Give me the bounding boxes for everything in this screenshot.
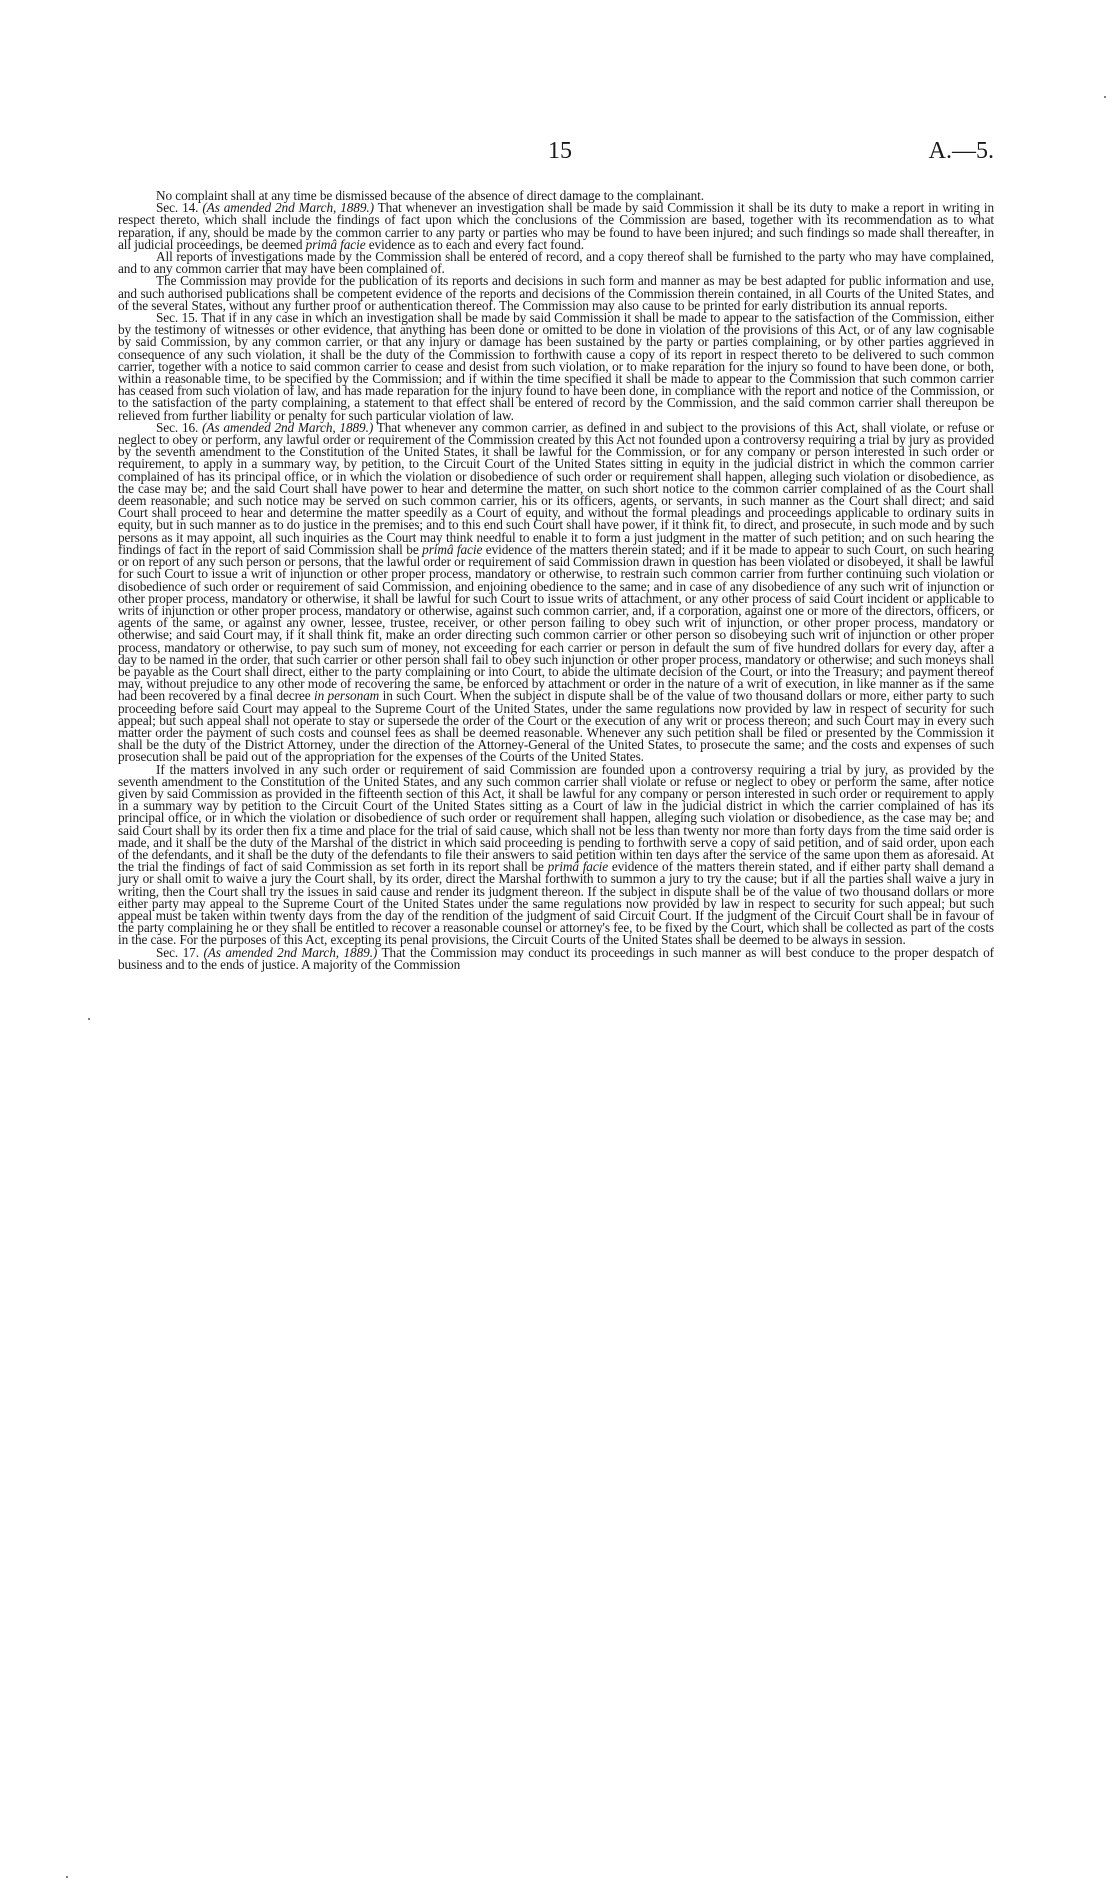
paragraph-sec-17: Sec. 17. (As amended 2nd March, 1889.) That the Commission may conduct its proceedings in such manner as will best conduce to the proper despatch of business and to the ends of justice. A majority of the Commission	[118, 944, 994, 972]
page-header	[0, 138, 1114, 168]
section-label: Sec. 16.	[156, 419, 199, 435]
paragraph-sec-15: Sec. 15. That if in any case in which an investigation shall be made by said Commission it shall be made to appear to the satisfaction of the Commission, either by the testimony of witnesses or other evidence, that anything has been done or omitted to be done in violation of the provisions of this Act, or of any law cognisable by said Commission, by any common carrier, or that any injury or damage has been sustained by the party or parties complaining, or by other parties aggrieved in consequence of any such violation, it shall be the duty of the Commission to forthwith cause a copy of its report in respect thereto to be delivered to such common carrier, together with a notice to said common carrier to cease and desist from such violation, or to make reparation for the injury so found to have been done, or both, within a reasonable time, to be specified by the Commission; and if within the time specified it shall be made to appear to the Commission that such common carrier has ceased from such violation of law, and has made reparation for the injury found to have been done, in compliance with the report and notice of the Commission, or to the satisfaction of the party complaining, a statement to that effect shall be entered of record by the Commission, and the said common carrier shall thereupon be relieved from further liability or penalty for such particular violation of law.	[118, 310, 994, 423]
latin-term: primâ facie	[422, 541, 483, 557]
paragraph-jury-trial: If the matters involved in any such order or requirement of said Commission are founded upon a controversy requiring a trial by jury, as provided by the seventh amendment to the Constitution of the United States, and any such common carrier shall violate or refuse or neglect to obey or perform the same, after notice given by said Commission as provided in the fifteenth section of this Act, it shall be lawful for any company or person interested in such order or requirement to apply in a summary way by petition to the Circuit Court of the United States sitting as a Court of law in the judicial district in which the carrier complained of has its principal office, or in which the violation or disobedience of such order or requirement shall happen, alleging such violation or disobedience, as the case may be; and said Court shall by its order then fix a time and place for the trial of said cause, which shall not be less than twenty nor more than forty days from the time said order is made, and it shall be the duty of the Marshal of the district in which said proceeding is pending to forthwith serve a copy of said petition, and of said order, upon each of the defendants, and it shall be the duty of the defendants to file their answers to said petition within ten days after the service of the same upon them as aforesaid. At the trial the findings of fact of said Commission as set forth in its report shall be primâ facie evidence of the matters therein stated, and if either party shall demand a jury or shall omit to waive a jury the Court shall, by its order, direct the Marshal forthwith to summon a jury to try the cause; but if all the parties shall waive a jury in writing, then the Court shall try the issues in said cause and render its judgment thereon. If the subject in dispute shall be of the value of two thousand dollars or more either party may appeal to the Supreme Court of the United States under the same regulations now provided by law in respect to security for such appeal; but such appeal must be taken within twenty days from the day of the rendition of the judgment of said Circuit Court. If the judgment of the Circuit Court shall be in favour of the party complaining he or they shall be entitled to recover a reasonable counsel or attorney's fee, to be fixed by the Court, which shall be collected as part of the costs in the case. For the purposes of this Act, excepting its penal provisions, the Circuit Courts of the United States shall be deemed to be always in session.	[118, 761, 994, 948]
paragraph-publication: The Commission may provide for the publication of its reports and decisions in such form and manner as may be best adapted for public information and use, and such authorised publications shall be competent evidence of the reports and decisions of the Commission therein contained, in all Courts of the United States, and of the several States, without any further proof or authentication thereof. The Commission may also cause to be printed for early distribution its annual reports.	[118, 273, 994, 313]
body-text	[118, 190, 994, 971]
latin-term: primâ facie	[305, 236, 366, 252]
page-number: 15	[548, 138, 572, 164]
scan-speck	[88, 1018, 90, 1020]
paragraph-sec-14: Sec. 14. (As amended 2nd March, 1889.) That whenever an investigation shall be made by said Commission it shall be its duty to make a report in writing in respect thereto, which shall include the findings of fact upon which the conclusions of the Commission are based, together with its recommendation as to what reparation, if any, should be made by the common carrier to any party or parties who may be found to have been injured; and such findings so made shall thereafter, in all judicial proceedings, be deemed primâ facie evidence as to each and every fact found.	[118, 200, 994, 252]
scan-speck	[66, 1876, 68, 1878]
section-label: Sec. 14.	[156, 200, 199, 216]
paragraph-sec-16: Sec. 16. (As amended 2nd March, 1889.) That whenever any common carrier, as defined in and subject to the provisions of this Act, shall violate, or refuse or neglect to obey or perform, any lawful order or requirement of the Commission created by this Act not founded upon a controversy requiring a trial by jury as provided by the seventh amendment to the Constitution of the United States, it shall be lawful for the Commission, or for any company or person interested in such order or requirement, to apply in a summary way, by petition, to the Circuit Court of the United States sitting in equity in the judicial district in which the common carrier complained of has its principal office, or in which the violation or disobedience of such order or requirement shall happen, alleging such violation or disobedience, as the case may be; and the said Court shall have power to hear and determine the matter, on such short notice to the common carrier complained of as the Court shall deem reasonable; and such notice may be served on such common carrier, his or its officers, agents, or servants, in such manner as the Court shall direct; and said Court shall proceed to hear and determine the matter speedily as a Court of equity, and without the formal pleadings and proceedings applicable to ordinary suits in equity, but in such manner as to do justice in the premises; and to this end such Court shall have power, if it think fit, to direct, and prosecute, in such mode and by such persons as it may appoint, all such inquiries as the Court may think needful to enable it to form a just judgment in the matter of such petition; and on such hearing the findings of fact in the report of said Commission shall be primâ facie evidence of the matters therein stated; and if it be made to appear to such Court, on such hearing or on report of any such person or persons, that the lawful order or requirement of said Commission drawn in question has been violated or disobeyed, it shall be lawful for such Court to issue a writ of injunction or other proper process, mandatory or otherwise, to restrain such common carrier from further continuing such violation or disobedience of such order or requirement of said Commission, and enjoining obedience to the same; and in case of any disobedience of any such writ of injunction or other proper process, mandatory or otherwise, it shall be lawful for such Court to issue writs of attachment, or any other process of said Court incident or applicable to writs of injunction or other proper process, mandatory or otherwise, against such common carrier, and, if a corporation, against one or more of the directors, officers, or agents of the same, or against any owner, lessee, trustee, receiver, or other person failing to obey such writ of injunction, or other proper process, mandatory or otherwise; and said Court may, if it shall think fit, make an order directing such common carrier or other person so disobeying such writ of injunction or other proper process, mandatory or otherwise, to pay such sum of money, not exceeding for each carrier or person in default the sum of five hundred dollars for every day, after a day to be named in the order, that such carrier or other person shall fail to obey such injunction or other proper process, mandatory or otherwise; and such moneys shall be payable as the Court shall direct, either to the party complaining or into Court, to abide the ultimate decision of the Court, or into the Treasury; and payment thereof may, without prejudice to any other mode of recovering the same, be enforced by attachment or order in the nature of a writ of execution, in like manner as if the same had been recovered by a final decree in personam in such Court. When the subject in dispute shall be of the value of two thousand dollars or more, either party to such proceeding before said Court may appeal to the Supreme Court of the United States, under the same regulations now provided by law in respect of security for such appeal; but such appeal shall not operate to stay or supersede the order of the Court or the execution of any writ or process thereon; and such Court may in every such matter order the payment of such costs and counsel fees as shall be deemed reasonable. Whenever any such petition shall be filed or presented by the Commission it shall be the duty of the District Attorney, under the direction of the Attorney-General of the United States, to prosecute the same; and the costs and expenses of such prosecution shall be paid out of the appropriation for the expenses of the Courts of the United States.	[118, 419, 995, 765]
latin-term: primâ facie	[547, 859, 609, 875]
latin-term: in personam	[313, 688, 380, 704]
scan-speck	[1104, 96, 1106, 98]
amendment-note: (As amended 2nd March, 1889.)	[202, 200, 374, 216]
amendment-note: (As amended 2nd March, 1889.)	[203, 944, 378, 960]
section-label: Sec. 15.	[156, 310, 198, 326]
amendment-note: (As amended 2nd March, 1889.)	[202, 419, 374, 435]
paragraph-reports: All reports of investigations made by the Commission shall be entered of record, and a copy thereof shall be furnished to the party who may have complained, and to any common carrier that may have been complained of.	[118, 249, 994, 277]
document-reference: A.—5.	[928, 138, 994, 164]
paragraph-complaint: No complaint shall at any time be dismissed because of the absence of direct damage to the complainant.	[156, 188, 704, 203]
section-label: Sec. 17.	[156, 944, 199, 960]
